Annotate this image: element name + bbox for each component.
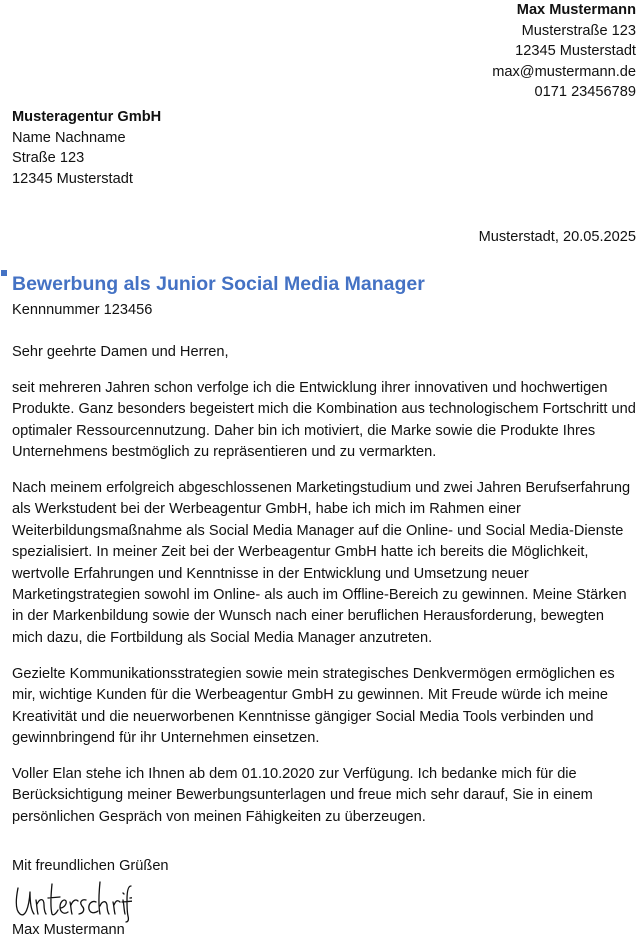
sender-city: 12345 Musterstadt <box>515 43 636 59</box>
sender-name: Max Mustermann <box>516 2 636 18</box>
closing-phrase: Mit freundlichen Grüßen <box>12 858 169 874</box>
subject-marker-icon <box>1 270 7 276</box>
paragraph-4: Voller Elan stehe ich Ihnen ab dem 01.10.2020 zur Verfügung. Ich bedanke mich für die Berücksichtigung meiner Bewerbungsunterlagen und freue mich sehr darauf, Sie in einem persönlichen Gespräch von meinen Fähigkeiten zu überzeugen. <box>12 765 593 825</box>
paragraph-2: Nach meinem erfolgreich abgeschlossenen Marketingstudium und zwei Jahren Berufserfahrung als Werkstudent bei der Werbeagentur GmbH, habe ich mich im Rahmen einer Weiterbildungsmaßnahme als Social Media Manager auf die Online- und Social Media-Dienste spezialisiert. In meiner Zeit bei der Werbeagentur GmbH hatte ich bereits die Möglichkeit, wertvolle Erfahrungen und Kenntnisse in der Entwicklung und Umsetzung neuer Marketingstrategien sowohl im Online- als auch im Offline-Bereich zu gewinnen. Meine Stärken in der Markenbildung sowie der Wunsch nach einer beruflichen Herausforderung, bewegten mich dazu, die Fortbildung als Social Media Manager anzutreten. <box>12 480 631 646</box>
recipient-city: 12345 Musterstadt <box>12 170 133 187</box>
reference-number: Kennnummer 123456 <box>12 302 153 318</box>
sender-street: Musterstraße 123 <box>521 22 636 39</box>
sender-address <box>492 0 636 103</box>
letter-date: Musterstadt, 20.05.2025 <box>478 229 636 245</box>
sender-phone: 0171 23456789 <box>534 84 636 100</box>
sender-email: max@mustermann.de <box>492 63 636 80</box>
recipient-street: Straße 123 <box>12 150 85 166</box>
paragraph-3: Gezielte Kommunikationsstrategien sowie mein strategisches Denkvermögen ermöglichen es mir, wichtige Kunden für die Werbeagentur GmbH zu gewinnen. Mit Freude würde ich meine Kreativität und die neuerworbenen Kenntnisse gängiger Social Media Tools verbinden und gewinnbringend für ihr Unternehmen einsetzen. <box>12 665 615 746</box>
handwritten-signature <box>12 878 132 924</box>
signer-name: Max Mustermann <box>12 922 125 938</box>
recipient-address <box>12 107 161 189</box>
recipient-contact: Name Nachname <box>12 129 126 146</box>
greeting: Sehr geehrte Damen und Herren, <box>12 344 229 360</box>
paragraph-1: seit mehreren Jahren schon verfolge ich die Entwicklung ihrer innovativen und hochwertigen Produkte. Ganz besonders begeistert mich die Kombination aus technologischem Fortschritt und optimaler Ressourcennutzung. Daher bin ich motiviert, die Marke sowie die Produkte Ihres Unternehmens bestmöglich zu repräsentieren und zu vermarkten. <box>12 379 636 461</box>
letter-subject: Bewerbung als Junior Social Media Manager <box>12 273 425 295</box>
recipient-company: Musteragentur GmbH <box>12 109 162 125</box>
letter-body <box>12 342 637 843</box>
